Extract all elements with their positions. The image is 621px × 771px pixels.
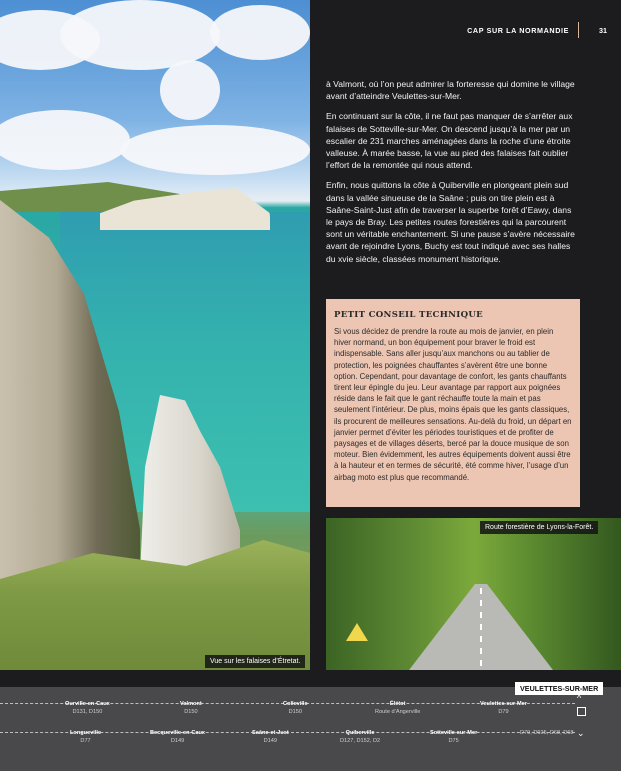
road-centerline [480, 588, 482, 670]
body-text [326, 78, 580, 273]
stop-name: Saâne-et-Just [252, 730, 289, 736]
route-stop [70, 729, 101, 745]
route-stop [430, 729, 477, 745]
route-bar [0, 687, 621, 771]
cloud [60, 0, 220, 70]
header-title: CAP SUR LA NORMANDIE [467, 26, 569, 35]
stop-name: Sotteville-sur-Mer [430, 730, 478, 736]
photo-forest-road [326, 518, 621, 670]
cloud [120, 125, 310, 175]
route-stop [520, 729, 573, 737]
stop-road: D150 [288, 709, 302, 715]
tip-title: PETIT CONSEIL TECHNIQUE [334, 310, 484, 320]
cloud [160, 60, 220, 120]
route-end-marker-icon [577, 707, 586, 716]
destination-label: VEULETTES-SUR-MER [515, 682, 603, 695]
stop-road: D79 [498, 709, 509, 715]
stop-name: Becqueville-en-Caux [150, 730, 206, 736]
photo-caption-left: Vue sur les falaises d’Étretat. [205, 655, 305, 668]
stop-road: D79, D925, D68, D68 [520, 730, 574, 736]
route-stop [375, 700, 420, 716]
running-header [310, 22, 621, 42]
route-stop [252, 729, 289, 745]
photo-caption-right: Route forestière de Lyons-la-Forêt. [480, 521, 598, 534]
stop-name: Colleville [283, 701, 308, 707]
cloud [0, 110, 130, 170]
page-number: 31 [599, 26, 607, 35]
stop-name: Quiberville [345, 730, 375, 736]
stop-name: Valmont [180, 701, 202, 707]
route-stop [480, 700, 527, 716]
warning-sign-icon [346, 623, 368, 641]
stop-road: D150 [184, 709, 198, 715]
stop-road: D131, D150 [72, 709, 103, 715]
stop-name: Longueville [70, 730, 102, 736]
stop-name: Ourville-en-Caux [65, 701, 110, 707]
paragraph: Enfin, nous quittons la côte à Quiberville en plongeant plein sud dans la vallée sinueuse de la Saâne ; puis on tire plein est à Saâne-Saint-Just afin de traverser la superbe forêt d’Eawy, dans le pays de Bray. Les petites routes forestières qui la parcourent sont un véritable enchantement. Si une pause s’avère nécessaire avant de rejoindre Lyons, Buchy est tout indiqué avec ses halles du xvie siècle, classées monument historique. [326, 180, 575, 264]
stop-road: D75 [448, 738, 459, 744]
stop-road: Route d’Angerville [375, 709, 421, 715]
stop-road: D149 [170, 738, 185, 744]
stop-name: Élétot [389, 701, 406, 707]
header-divider [578, 22, 579, 38]
cloud [210, 5, 310, 60]
tip-text: Si vous décidez de prendre la route au mois de janvier, en plein hiver normand, un bon équipement pour braver le froid est indispensable. Sans aller jusqu’aux manchons ou au tablier de protection, les poignées chauffantes s’avèrent être une bonne option. Cependant, pour davantage de confort, les gants chauffants tirent leur épingle du jeu. Leur avantage par rapport aux poignées réside dans le fait que le gant réchauffe toute la main et pas seulement l’intérieur. De plus, moins épais que les gants classiques, ils procurent de meilleures sensations. Au-delà du froid, un départ en janvier permet d’éviter les périodes touristiques et de profiter de paysages et de villages déserts, bercé par la douce musique de son moteur. Bien évidemment, les autres équipements doivent aussi être à la hauteur et en termes de sécurité, été comme hiver, l’usage d’un airbag moto est plus que recommandé. [334, 327, 572, 482]
arrow-up-icon: ^ [577, 693, 582, 703]
stop-road: D149 [263, 738, 278, 744]
route-stop [283, 700, 308, 716]
photo-etretat-cliffs [0, 0, 310, 670]
route-stop [340, 729, 380, 745]
stop-road: D77 [80, 738, 91, 744]
route-stop [65, 700, 110, 716]
tip-box [326, 299, 580, 507]
paragraph: En continuant sur la côte, il ne faut pas manquer de s’arrêter aux falaises de Sotteville-sur-Mer. On descend jusqu’à la mer par un escalier de 231 marches aménagées dans la roche d’une étroite valleuse. À marée basse, la vue au pied des falaises fait oublier l’effort de la remontée qui nous attend. [326, 111, 573, 171]
paragraph: à Valmont, où l’on peut admirer la forteresse qui domine le village avant d’atteindre Veulettes-sur-Mer. [326, 79, 575, 102]
stop-name: Veulettes-sur-Mer [480, 701, 527, 707]
route-stop [180, 700, 202, 716]
stop-road: D127, D152, D2 [340, 738, 381, 744]
arrow-down-icon: ⌄ [577, 728, 585, 738]
route-stop [150, 729, 205, 745]
